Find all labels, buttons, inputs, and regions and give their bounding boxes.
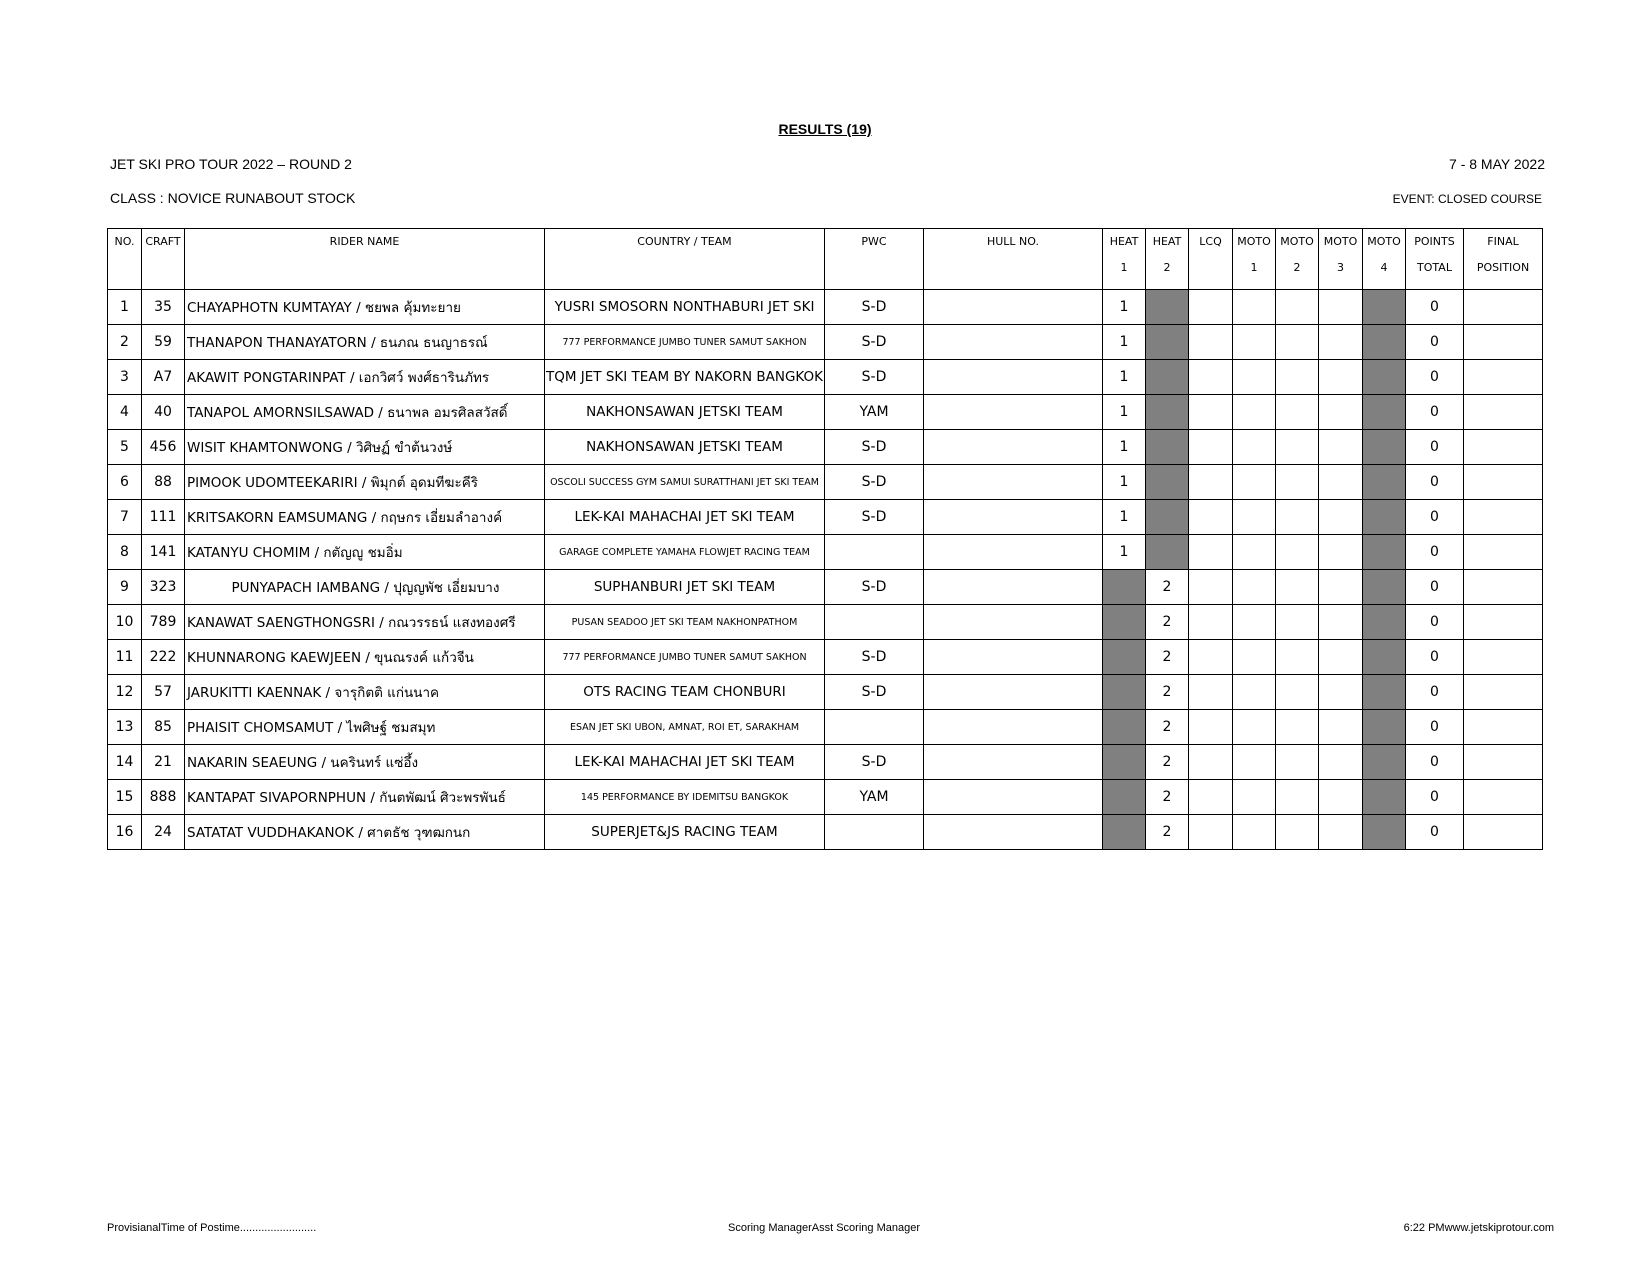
class-label: CLASS : NOVICE RUNABOUT STOCK (110, 190, 356, 206)
cell-lcq (1189, 780, 1233, 815)
col-points-total: POINTS TOTAL (1406, 229, 1464, 290)
cell-points: 0 (1406, 745, 1464, 780)
cell-points: 0 (1406, 360, 1464, 395)
cell-heat2 (1146, 325, 1189, 360)
col-heat-2: HEAT 2 (1146, 229, 1189, 290)
cell-points: 0 (1406, 815, 1464, 850)
cell-moto2 (1276, 570, 1319, 605)
footer-scoring-manager: Scoring ManagerAsst Scoring Manager (728, 1222, 920, 1234)
cell-moto2 (1276, 640, 1319, 675)
cell-hull (924, 325, 1103, 360)
cell-moto1 (1233, 500, 1276, 535)
cell-moto1 (1233, 465, 1276, 500)
cell-lcq (1189, 710, 1233, 745)
cell-moto3 (1319, 535, 1363, 570)
col-craft: CRAFT (142, 229, 185, 290)
cell-points: 0 (1406, 290, 1464, 325)
col-moto-4: MOTO 4 (1363, 229, 1406, 290)
cell-team: YUSRI SMOSORN NONTHABURI JET SKI (545, 290, 825, 325)
cell-moto4 (1363, 360, 1406, 395)
cell-hull (924, 640, 1103, 675)
cell-rider: KANAWAT SAENGTHONGSRI / กณวรรธน์ แสงทองศรี (185, 605, 545, 640)
cell-lcq (1189, 465, 1233, 500)
cell-lcq (1189, 675, 1233, 710)
cell-moto3 (1319, 325, 1363, 360)
cell-craft: 222 (142, 640, 185, 675)
cell-heat2 (1146, 395, 1189, 430)
cell-heat1: 1 (1103, 465, 1146, 500)
cell-moto1 (1233, 430, 1276, 465)
cell-rider: PUNYAPACH IAMBANG / ปุญญพัช เอี่ยมบาง (185, 570, 545, 605)
footer-time-website: 6:22 PMwww.jetskiprotour.com (1403, 1222, 1554, 1234)
cell-final (1464, 360, 1543, 395)
cell-moto4 (1363, 570, 1406, 605)
cell-team: SUPHANBURI JET SKI TEAM (545, 570, 825, 605)
event-name: JET SKI PRO TOUR 2022 – ROUND 2 (110, 156, 352, 172)
cell-no: 1 (108, 290, 142, 325)
cell-rider: AKAWIT PONGTARINPAT / เอกวิศว์ พงศ์ธารินภัทร (185, 360, 545, 395)
table-row (108, 640, 1543, 675)
cell-pwc: S-D (825, 290, 924, 325)
cell-no: 9 (108, 570, 142, 605)
cell-heat1: 1 (1103, 395, 1146, 430)
cell-team: TQM JET SKI TEAM BY NAKORN BANGKOK (545, 360, 825, 395)
cell-heat2: 2 (1146, 640, 1189, 675)
cell-craft: 85 (142, 710, 185, 745)
cell-team: LEK-KAI MAHACHAI JET SKI TEAM (545, 745, 825, 780)
cell-heat2: 2 (1146, 815, 1189, 850)
cell-pwc (825, 815, 924, 850)
cell-moto2 (1276, 675, 1319, 710)
cell-lcq (1189, 535, 1233, 570)
cell-pwc: YAM (825, 780, 924, 815)
cell-craft: 789 (142, 605, 185, 640)
cell-final (1464, 500, 1543, 535)
cell-heat1: 1 (1103, 430, 1146, 465)
cell-heat2 (1146, 430, 1189, 465)
footer-provisional: ProvisianalTime of Postime......................... (107, 1222, 317, 1234)
cell-heat2: 2 (1146, 675, 1189, 710)
cell-craft: 21 (142, 745, 185, 780)
page-title: RESULTS (19) (778, 121, 872, 137)
cell-moto1 (1233, 640, 1276, 675)
cell-heat1 (1103, 605, 1146, 640)
cell-moto4 (1363, 535, 1406, 570)
table-row (108, 675, 1543, 710)
cell-rider: JARUKITTI KAENNAK / จารุกิตติ แก่นนาค (185, 675, 545, 710)
cell-no: 3 (108, 360, 142, 395)
cell-no: 15 (108, 780, 142, 815)
cell-heat2: 2 (1146, 605, 1189, 640)
cell-team: 777 PERFORMANCE JUMBO TUNER SAMUT SAKHON (545, 325, 825, 360)
cell-points: 0 (1406, 465, 1464, 500)
cell-heat2 (1146, 535, 1189, 570)
cell-craft: 888 (142, 780, 185, 815)
cell-team: OTS RACING TEAM CHONBURI (545, 675, 825, 710)
cell-hull (924, 815, 1103, 850)
cell-pwc: S-D (825, 745, 924, 780)
cell-no: 4 (108, 395, 142, 430)
cell-lcq (1189, 360, 1233, 395)
cell-team: OSCOLI SUCCESS GYM SAMUI SURATTHANI JET SKI TEAM (545, 465, 825, 500)
cell-hull (924, 500, 1103, 535)
cell-craft: 111 (142, 500, 185, 535)
cell-moto3 (1319, 780, 1363, 815)
cell-rider: CHAYAPHOTN KUMTAYAY / ชยพล คุ้มทะยาย (185, 290, 545, 325)
table-row (108, 500, 1543, 535)
cell-moto4 (1363, 780, 1406, 815)
col-pwc: PWC (825, 229, 924, 290)
cell-points: 0 (1406, 605, 1464, 640)
cell-no: 14 (108, 745, 142, 780)
cell-moto3 (1319, 710, 1363, 745)
cell-moto2 (1276, 780, 1319, 815)
table-row (108, 745, 1543, 780)
cell-heat1 (1103, 640, 1146, 675)
cell-moto3 (1319, 360, 1363, 395)
cell-craft: 323 (142, 570, 185, 605)
cell-heat2 (1146, 500, 1189, 535)
cell-no: 7 (108, 500, 142, 535)
cell-final (1464, 395, 1543, 430)
cell-moto1 (1233, 710, 1276, 745)
col-lcq: LCQ (1189, 229, 1233, 290)
cell-lcq (1189, 395, 1233, 430)
cell-hull (924, 745, 1103, 780)
cell-moto4 (1363, 710, 1406, 745)
cell-no: 6 (108, 465, 142, 500)
cell-moto2 (1276, 325, 1319, 360)
cell-hull (924, 290, 1103, 325)
cell-points: 0 (1406, 780, 1464, 815)
cell-pwc: S-D (825, 570, 924, 605)
cell-heat1 (1103, 710, 1146, 745)
cell-final (1464, 780, 1543, 815)
cell-points: 0 (1406, 570, 1464, 605)
cell-moto3 (1319, 500, 1363, 535)
cell-moto4 (1363, 675, 1406, 710)
cell-hull (924, 710, 1103, 745)
cell-team: NAKHONSAWAN JETSKI TEAM (545, 430, 825, 465)
cell-team: SUPERJET&JS RACING TEAM (545, 815, 825, 850)
cell-lcq (1189, 290, 1233, 325)
col-moto-1: MOTO 1 (1233, 229, 1276, 290)
cell-lcq (1189, 815, 1233, 850)
cell-final (1464, 815, 1543, 850)
cell-pwc (825, 710, 924, 745)
cell-heat2 (1146, 465, 1189, 500)
cell-lcq (1189, 640, 1233, 675)
cell-moto4 (1363, 815, 1406, 850)
cell-hull (924, 675, 1103, 710)
table-row (108, 710, 1543, 745)
cell-moto1 (1233, 325, 1276, 360)
col-no: NO. (108, 229, 142, 290)
cell-rider: NAKARIN SEAEUNG / นครินทร์ แซ่อึ้ง (185, 745, 545, 780)
table-row (108, 360, 1543, 395)
cell-moto4 (1363, 745, 1406, 780)
cell-heat1: 1 (1103, 360, 1146, 395)
cell-lcq (1189, 745, 1233, 780)
cell-craft: 59 (142, 325, 185, 360)
cell-moto3 (1319, 815, 1363, 850)
cell-hull (924, 780, 1103, 815)
table-row (108, 780, 1543, 815)
col-country-team: COUNTRY / TEAM (545, 229, 825, 290)
cell-no: 12 (108, 675, 142, 710)
cell-team: 777 PERFORMANCE JUMBO TUNER SAMUT SAKHON (545, 640, 825, 675)
cell-heat2: 2 (1146, 570, 1189, 605)
cell-moto3 (1319, 675, 1363, 710)
cell-moto4 (1363, 465, 1406, 500)
cell-points: 0 (1406, 675, 1464, 710)
cell-rider: WISIT KHAMTONWONG / วิศิษฏ์ ขำต้นวงษ์ (185, 430, 545, 465)
cell-moto2 (1276, 710, 1319, 745)
cell-heat1: 1 (1103, 535, 1146, 570)
cell-no: 5 (108, 430, 142, 465)
cell-moto3 (1319, 605, 1363, 640)
cell-final (1464, 290, 1543, 325)
cell-no: 16 (108, 815, 142, 850)
cell-rider: KANTAPAT SIVAPORNPHUN / กันตพัฒน์ ศิวะพรพันธ์ (185, 780, 545, 815)
cell-points: 0 (1406, 500, 1464, 535)
cell-team: GARAGE COMPLETE YAMAHA FLOWJET RACING TEAM (545, 535, 825, 570)
cell-moto1 (1233, 535, 1276, 570)
cell-final (1464, 535, 1543, 570)
cell-moto1 (1233, 605, 1276, 640)
cell-moto4 (1363, 395, 1406, 430)
cell-no: 11 (108, 640, 142, 675)
cell-moto2 (1276, 535, 1319, 570)
cell-final (1464, 605, 1543, 640)
cell-team: 145 PERFORMANCE BY IDEMITSU BANGKOK (545, 780, 825, 815)
cell-no: 2 (108, 325, 142, 360)
col-heat-1: HEAT 1 (1103, 229, 1146, 290)
cell-moto2 (1276, 360, 1319, 395)
cell-pwc: S-D (825, 640, 924, 675)
cell-final (1464, 325, 1543, 360)
cell-rider: PHAISIT CHOMSAMUT / ไพศิษฐ์ ชมสมุท (185, 710, 545, 745)
cell-heat1: 1 (1103, 325, 1146, 360)
table-row (108, 325, 1543, 360)
cell-rider: TANAPOL AMORNSILSAWAD / ธนาพล อมรศิลสวัสดิ์ (185, 395, 545, 430)
cell-moto3 (1319, 570, 1363, 605)
cell-moto1 (1233, 360, 1276, 395)
cell-moto2 (1276, 605, 1319, 640)
cell-pwc: S-D (825, 430, 924, 465)
cell-moto1 (1233, 780, 1276, 815)
cell-heat1 (1103, 815, 1146, 850)
cell-moto3 (1319, 640, 1363, 675)
table-row (108, 605, 1543, 640)
header-row (108, 229, 1543, 290)
cell-hull (924, 465, 1103, 500)
cell-final (1464, 640, 1543, 675)
cell-hull (924, 605, 1103, 640)
cell-moto2 (1276, 815, 1319, 850)
col-moto-2: MOTO 2 (1276, 229, 1319, 290)
cell-moto2 (1276, 430, 1319, 465)
cell-moto4 (1363, 325, 1406, 360)
cell-craft: 40 (142, 395, 185, 430)
event-date: 7 - 8 MAY 2022 (1449, 156, 1545, 172)
cell-rider: THANAPON THANAYATORN / ธนภณ ธนญาธรณ์ (185, 325, 545, 360)
cell-final (1464, 465, 1543, 500)
table-row (108, 570, 1543, 605)
cell-pwc (825, 605, 924, 640)
cell-points: 0 (1406, 430, 1464, 465)
cell-moto4 (1363, 290, 1406, 325)
cell-hull (924, 430, 1103, 465)
cell-moto2 (1276, 500, 1319, 535)
cell-heat1 (1103, 745, 1146, 780)
cell-lcq (1189, 500, 1233, 535)
cell-moto4 (1363, 605, 1406, 640)
cell-lcq (1189, 325, 1233, 360)
cell-moto2 (1276, 745, 1319, 780)
cell-hull (924, 395, 1103, 430)
cell-heat1: 1 (1103, 500, 1146, 535)
cell-moto1 (1233, 570, 1276, 605)
table-row (108, 290, 1543, 325)
cell-moto2 (1276, 395, 1319, 430)
cell-heat2: 2 (1146, 710, 1189, 745)
table-row (108, 535, 1543, 570)
cell-final (1464, 430, 1543, 465)
cell-heat1 (1103, 780, 1146, 815)
table-row (108, 815, 1543, 850)
cell-heat2: 2 (1146, 745, 1189, 780)
table-row (108, 465, 1543, 500)
cell-rider: PIMOOK UDOMTEEKARIRI / พิมุกต์ อุดมทีฆะคีริ (185, 465, 545, 500)
cell-points: 0 (1406, 710, 1464, 745)
cell-craft: 57 (142, 675, 185, 710)
col-moto-3: MOTO 3 (1319, 229, 1363, 290)
cell-rider: KRITSAKORN EAMSUMANG / กฤษกร เอี่ยมลำอางค์ (185, 500, 545, 535)
cell-moto1 (1233, 745, 1276, 780)
cell-moto3 (1319, 395, 1363, 430)
cell-lcq (1189, 605, 1233, 640)
cell-moto4 (1363, 500, 1406, 535)
cell-pwc: S-D (825, 675, 924, 710)
cell-moto4 (1363, 430, 1406, 465)
cell-team: NAKHONSAWAN JETSKI TEAM (545, 395, 825, 430)
cell-pwc (825, 535, 924, 570)
cell-craft: 24 (142, 815, 185, 850)
cell-heat2 (1146, 290, 1189, 325)
cell-craft: 35 (142, 290, 185, 325)
cell-moto3 (1319, 745, 1363, 780)
cell-pwc: S-D (825, 465, 924, 500)
cell-heat1 (1103, 570, 1146, 605)
cell-rider: KATANYU CHOMIM / กตัญญู ชมอิ่ม (185, 535, 545, 570)
cell-no: 13 (108, 710, 142, 745)
cell-team: LEK-KAI MAHACHAI JET SKI TEAM (545, 500, 825, 535)
cell-heat1: 1 (1103, 290, 1146, 325)
cell-team: ESAN JET SKI UBON, AMNAT, ROI ET, SARAKHAM (545, 710, 825, 745)
cell-moto4 (1363, 640, 1406, 675)
cell-final (1464, 570, 1543, 605)
cell-heat2: 2 (1146, 780, 1189, 815)
results-body (108, 290, 1543, 850)
cell-hull (924, 360, 1103, 395)
cell-points: 0 (1406, 325, 1464, 360)
cell-moto1 (1233, 290, 1276, 325)
table-row (108, 395, 1543, 430)
cell-lcq (1189, 430, 1233, 465)
event-type: EVENT: CLOSED COURSE (1392, 192, 1542, 206)
cell-points: 0 (1406, 395, 1464, 430)
cell-final (1464, 675, 1543, 710)
cell-lcq (1189, 570, 1233, 605)
cell-pwc: S-D (825, 500, 924, 535)
cell-pwc: YAM (825, 395, 924, 430)
cell-hull (924, 535, 1103, 570)
col-rider-name: RIDER NAME (185, 229, 545, 290)
cell-craft: A7 (142, 360, 185, 395)
cell-points: 0 (1406, 640, 1464, 675)
cell-moto2 (1276, 290, 1319, 325)
cell-rider: SATATAT VUDDHAKANOK / ศาตธัช วุฑฒกนก (185, 815, 545, 850)
cell-hull (924, 570, 1103, 605)
col-final-position: FINAL POSITION (1464, 229, 1543, 290)
cell-pwc: S-D (825, 325, 924, 360)
cell-points: 0 (1406, 535, 1464, 570)
cell-moto3 (1319, 290, 1363, 325)
cell-craft: 141 (142, 535, 185, 570)
cell-moto3 (1319, 465, 1363, 500)
cell-moto1 (1233, 675, 1276, 710)
results-table (107, 228, 1543, 850)
cell-rider: KHUNNARONG KAEWJEEN / ขุนณรงค์ แก้วจีน (185, 640, 545, 675)
cell-team: PUSAN SEADOO JET SKI TEAM NAKHONPATHOM (545, 605, 825, 640)
cell-final (1464, 710, 1543, 745)
cell-craft: 456 (142, 430, 185, 465)
cell-moto1 (1233, 815, 1276, 850)
cell-moto3 (1319, 430, 1363, 465)
cell-heat2 (1146, 360, 1189, 395)
cell-craft: 88 (142, 465, 185, 500)
cell-heat1 (1103, 675, 1146, 710)
cell-final (1464, 745, 1543, 780)
cell-pwc: S-D (825, 360, 924, 395)
cell-no: 8 (108, 535, 142, 570)
cell-moto1 (1233, 395, 1276, 430)
cell-no: 10 (108, 605, 142, 640)
cell-moto2 (1276, 465, 1319, 500)
table-row (108, 430, 1543, 465)
col-hull-no: HULL NO. (924, 229, 1103, 290)
